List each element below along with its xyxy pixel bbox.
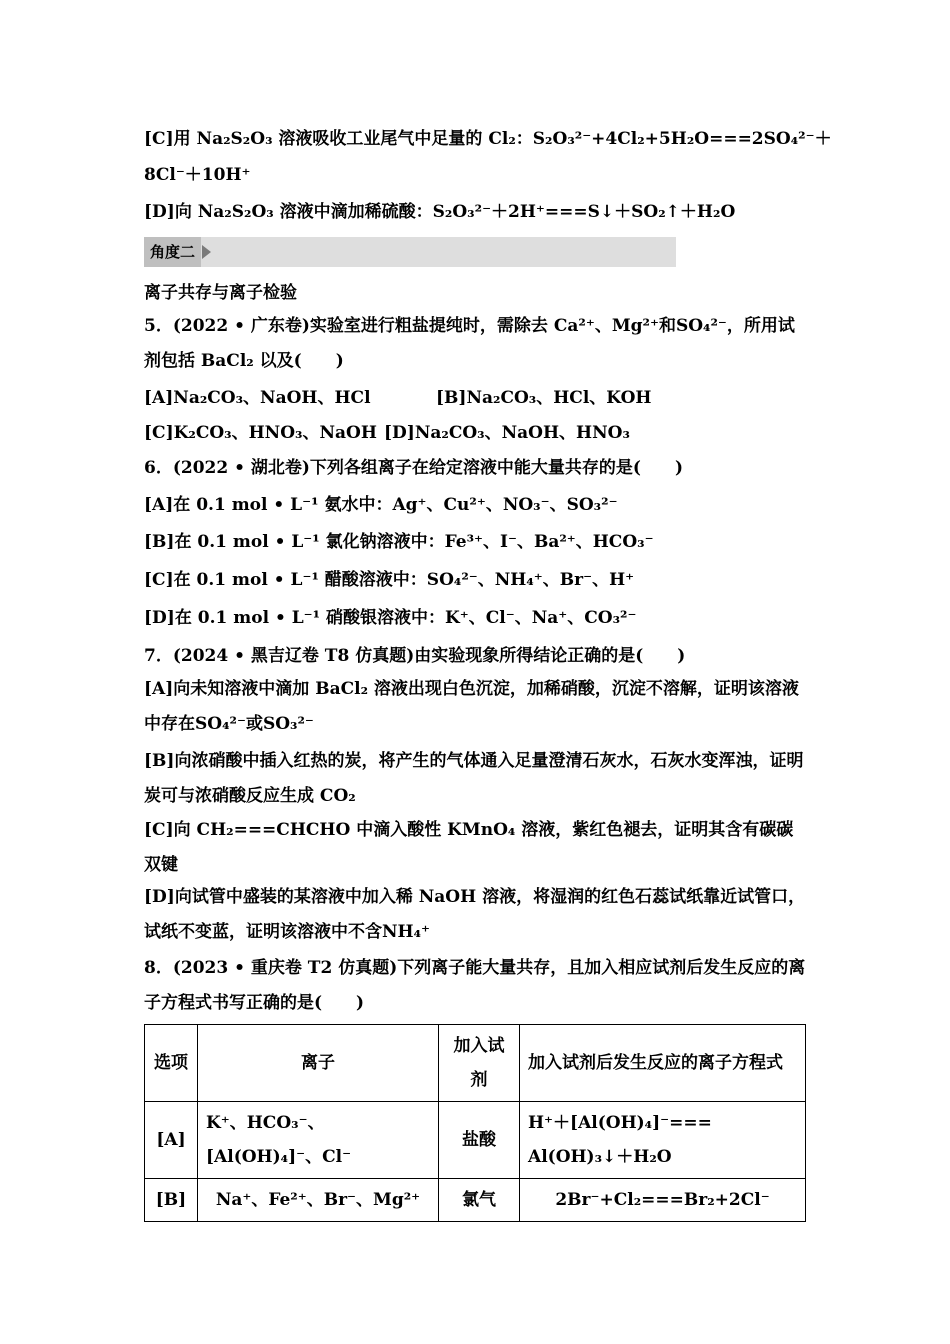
q5-option-b: [B]Na₂CO₃、HCl、KOH [436, 388, 652, 408]
option-d-line: [D]向 Na₂S₂O₃ 溶液中滴加稀硫酸：S₂O₃²⁻＋2H⁺===S↓＋SO₂↑＋H₂O [144, 202, 736, 222]
table-header-row [145, 1025, 806, 1102]
option-c-line: [C]用 Na₂S₂O₃ 溶液吸收工业尾气中足量的 Cl₂：S₂O₃²⁻+4Cl₂+5H₂O===2SO₄²⁻＋ [144, 129, 832, 149]
row-a-reagent: 盐酸 [439, 1102, 520, 1179]
header-equation: 加入试剂后发生反应的离子方程式 [520, 1025, 806, 1102]
q6-option-a: [A]在 0.1 mol • L⁻¹ 氨水中：Ag⁺、Cu²⁺、NO₃⁻、SO₃²⁻ [144, 495, 618, 515]
header-reagent: 加入试剂 [439, 1025, 520, 1102]
triangle-arrow-icon [202, 245, 211, 259]
option-c-continuation: 8Cl⁻＋10H⁺ [144, 165, 251, 185]
row-b-option: [B] [145, 1179, 198, 1222]
row-a-equation: H⁺＋[Al(OH)₄]⁻=== Al(OH)₃↓＋H₂O [520, 1102, 806, 1179]
options-table [144, 1024, 806, 1222]
row-b-equation: 2Br⁻+Cl₂===Br₂+2Cl⁻ [520, 1179, 806, 1222]
table-row [145, 1102, 806, 1179]
header-ions: 离子 [198, 1025, 439, 1102]
section-title: 离子共存与离子检验 [144, 283, 297, 303]
q7-option-c: [C]向 CH₂===CHCHO 中滴入酸性 KMnO₄ 溶液，紫红色褪去，证明其含有碳碳双键 [144, 820, 794, 875]
question-5: 5．(2022 • 广东卷)实验室进行粗盐提纯时，需除去 Ca²⁺、Mg²⁺和SO₄²⁻，所用试剂包括 BaCl₂ 以及( ) [144, 316, 795, 371]
angle-label: 角度二 [144, 237, 201, 267]
q5-option-c: [C]K₂CO₃、HNO₃、NaOH [144, 423, 377, 443]
angle-header-bar [144, 237, 676, 267]
question-6: 6．(2022 • 湖北卷)下列各组离子在给定溶液中能大量共存的是( ) [144, 458, 684, 478]
q6-option-c: [C]在 0.1 mol • L⁻¹ 醋酸溶液中：SO₄²⁻、NH₄⁺、Br⁻、H⁺ [144, 570, 635, 590]
question-8: 8．(2023 • 重庆卷 T2 仿真题)下列离子能大量共存，且加入相应试剂后发生反应的离子方程式书写正确的是( ) [144, 958, 806, 1013]
q7-option-d: [D]向试管中盛装的某溶液中加入稀 NaOH 溶液，将湿润的红色石蕊试纸靠近试管口，试纸不变蓝，证明该溶液中不含NH₄⁺ [144, 887, 806, 942]
table-row [145, 1179, 806, 1222]
row-a-option: [A] [145, 1102, 198, 1179]
q5-option-a: [A]Na₂CO₃、NaOH、HCl [144, 388, 371, 408]
q5-option-d: [D]Na₂CO₃、NaOH、HNO₃ [384, 423, 630, 443]
q6-option-b: [B]在 0.1 mol • L⁻¹ 氯化钠溶液中：Fe³⁺、I⁻、Ba²⁺、HCO₃⁻ [144, 532, 654, 552]
row-b-ions: Na⁺、Fe²⁺、Br⁻、Mg²⁺ [198, 1179, 439, 1222]
row-a-ions: K⁺、HCO₃⁻、[Al(OH)₄]⁻、Cl⁻ [198, 1102, 439, 1179]
question-7: 7．(2024 • 黑吉辽卷 T8 仿真题)由实验现象所得结论正确的是( ) [144, 646, 686, 666]
header-option: 选项 [145, 1025, 198, 1102]
q7-option-b: [B]向浓硝酸中插入红热的炭，将产生的气体通入足量澄清石灰水，石灰水变浑浊，证明炭可与浓硝酸反应生成 CO₂ [144, 751, 804, 806]
q7-option-a: [A]向未知溶液中滴加 BaCl₂ 溶液出现白色沉淀，加稀硝酸，沉淀不溶解，证明该溶液中存在SO₄²⁻或SO₃²⁻ [144, 679, 799, 734]
row-b-reagent: 氯气 [439, 1179, 520, 1222]
q6-option-d: [D]在 0.1 mol • L⁻¹ 硝酸银溶液中：K⁺、Cl⁻、Na⁺、CO₃²⁻ [144, 608, 637, 628]
